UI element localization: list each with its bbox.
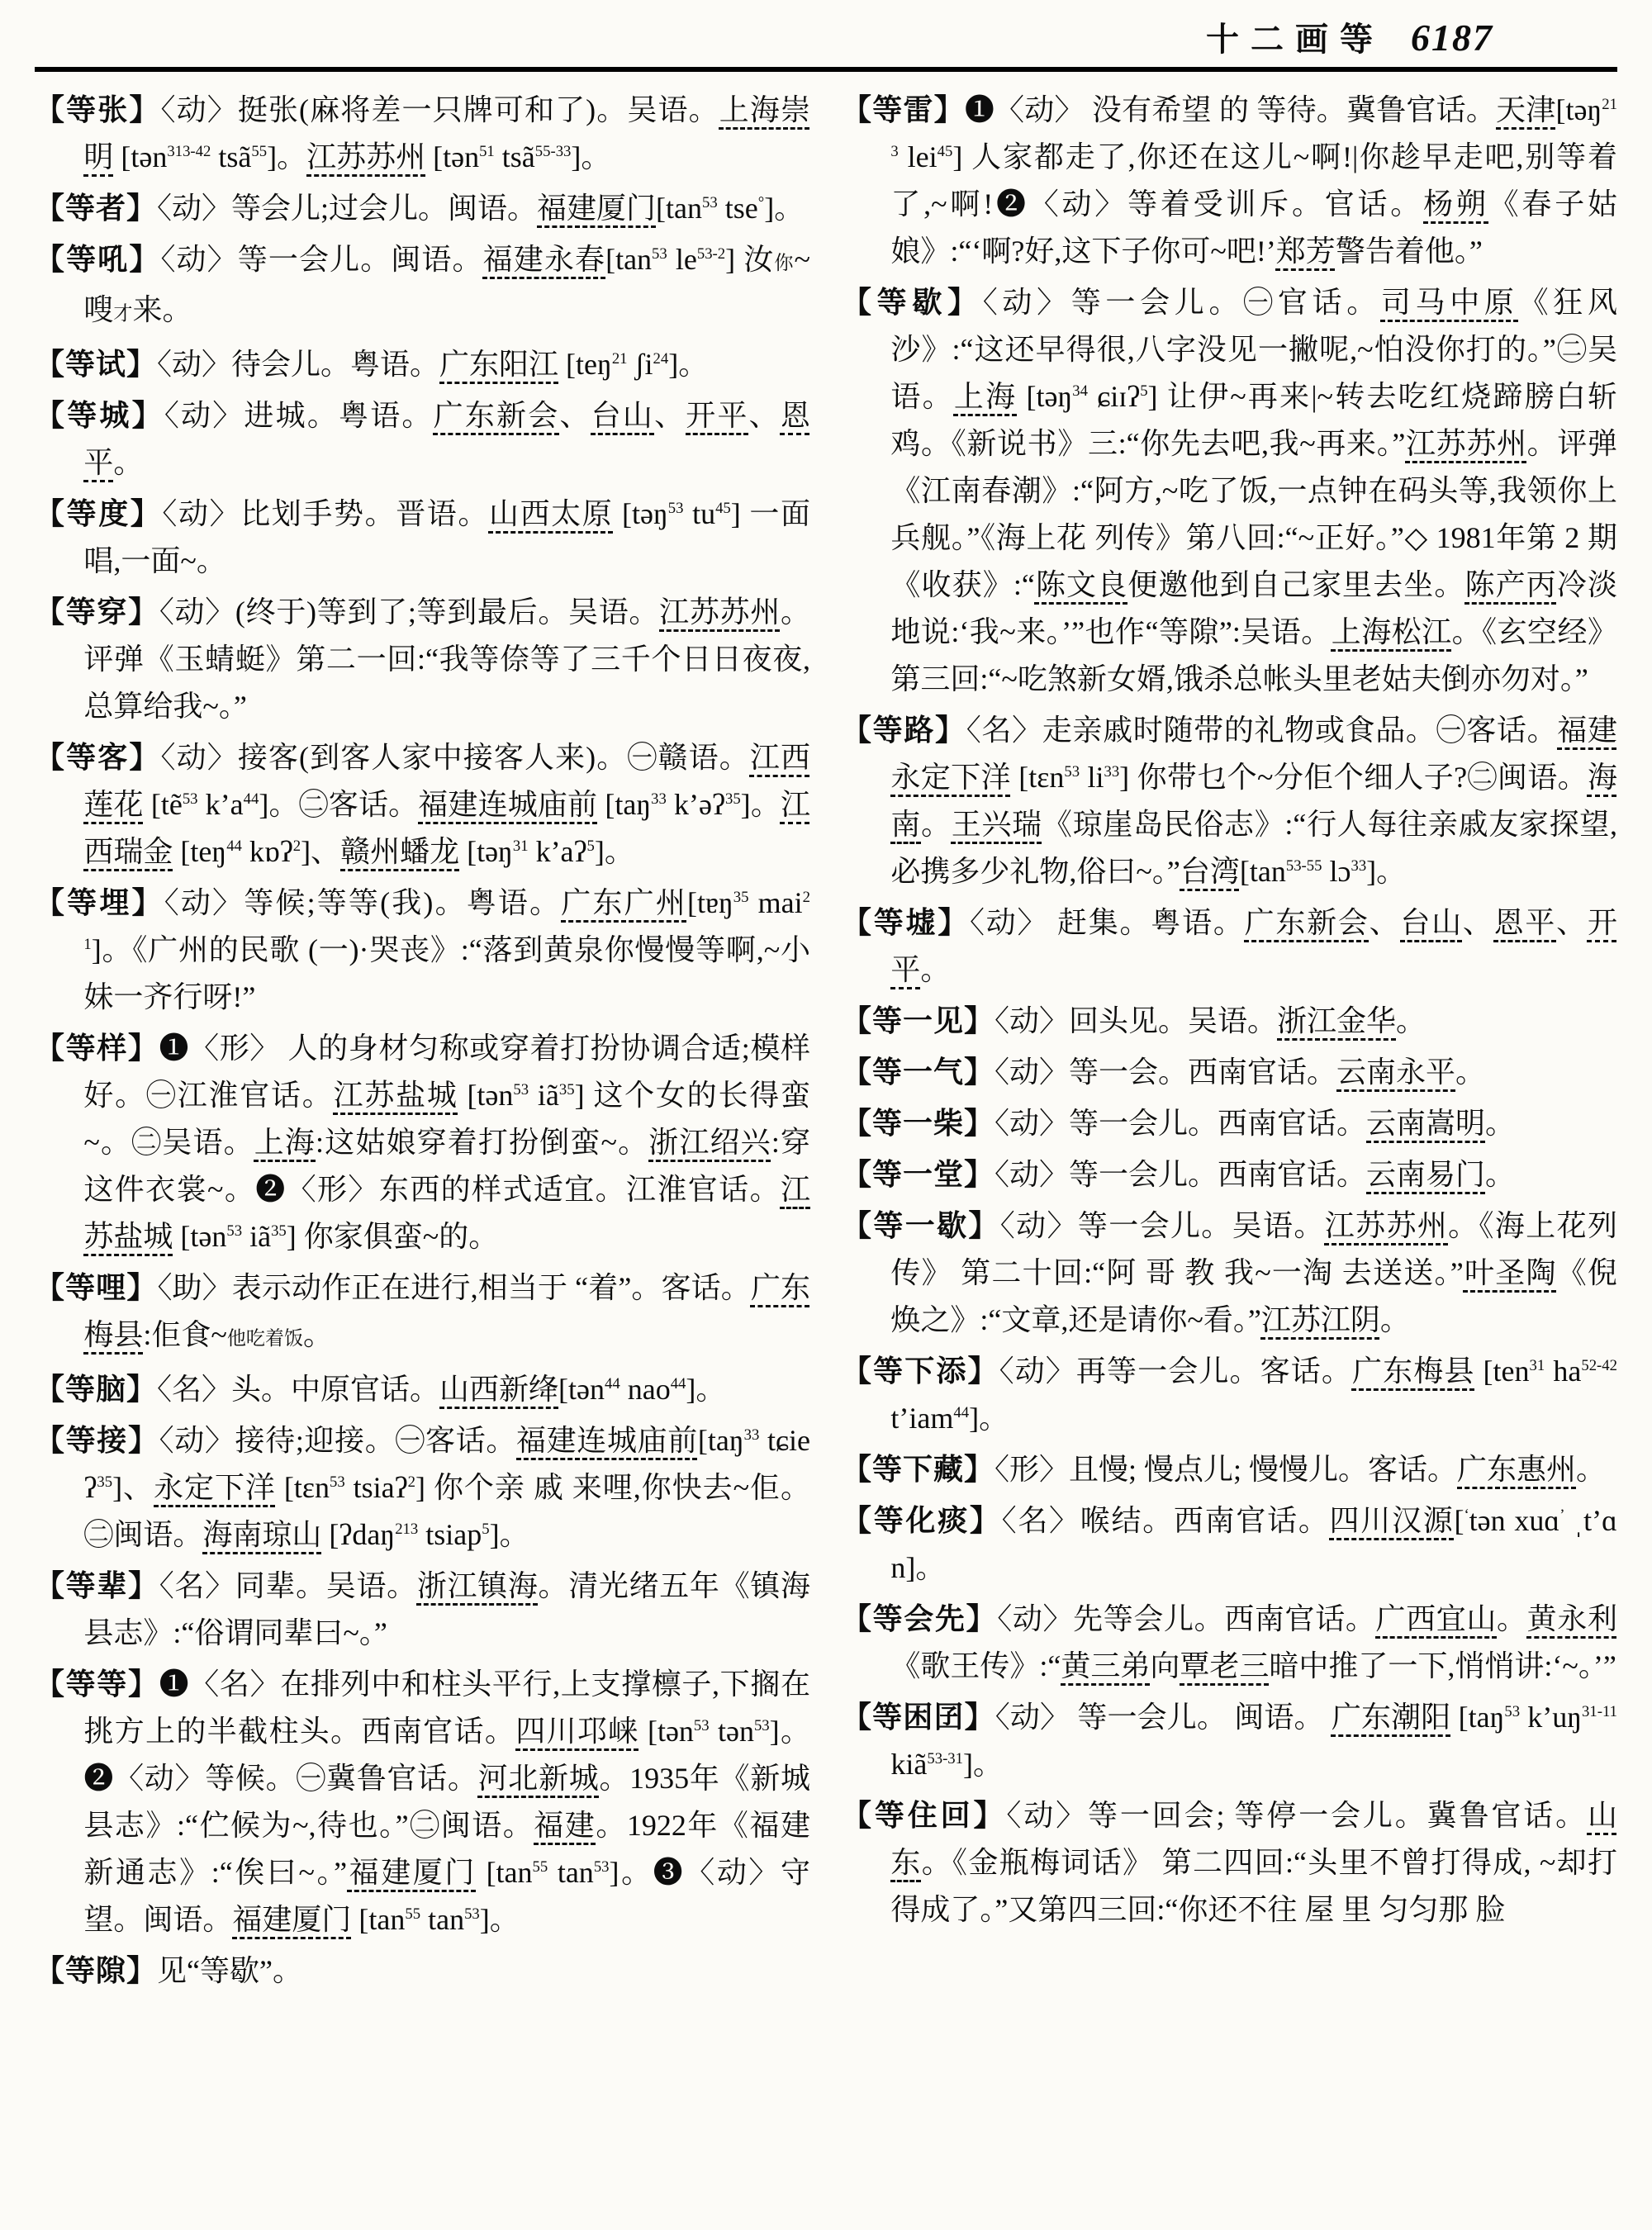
entry-headword: 【等城】 [35, 399, 164, 433]
dictionary-entry [842, 1596, 1617, 1690]
entry-headword: 【等一歇】 [842, 1209, 1000, 1243]
proper-noun: 郑芳 [1275, 235, 1336, 268]
entry-body: 〈名〉喉结。西南官话。四川汉源[$^ʻ$tən xuɑ$^ʼ$ ˌt’ɑn]。 [890, 1504, 1617, 1585]
entry-headword: 【等者】 [35, 192, 158, 225]
entry-body: 〈动〉 赶集。粤语。广东新会、台山、恩平、开平。 [890, 906, 1617, 987]
proper-noun: 广东惠州 [1457, 1453, 1577, 1487]
entry-body: 〈动〉比划手势。晋语。山西太原 [təŋ$^{53}$ $tu^{45}$] 一面唱,一面~。 [83, 497, 810, 578]
proper-noun: 赣州蟠龙 [340, 835, 460, 869]
entry-body: 〈动〉(终于)等到了;等到最后。吴语。江苏苏州。评弹《玉蜻蜓》第二一回:“我等倷等了三千个日日夜夜,总算给我~。” [83, 595, 810, 724]
dictionary-entry [35, 1948, 810, 1995]
dictionary-entry [35, 734, 810, 875]
gloss-text: 他吃着饭 [226, 1327, 304, 1350]
proper-noun: 河北新城 [477, 1762, 600, 1796]
proper-noun: 开平 [890, 906, 1617, 987]
proper-noun: 浙江金华 [1277, 1004, 1397, 1038]
entry-body: 〈名〉同辈。吴语。浙江镇海。清光绪五年《镇海县志》:“俗谓同辈曰~。” [83, 1569, 810, 1650]
proper-noun: 上海 [953, 380, 1018, 414]
proper-noun: 四川汉源 [1329, 1504, 1455, 1538]
dictionary-entry [842, 1100, 1617, 1147]
entry-body: 〈动〉接待;迎接。㊀客话。福建连城庙前[taŋ$^{33}$ tɕieʔ$^{35}$]、永定下洋 [tɛn$^{53}$ tsiaʔ$^2$] 你个亲 戚 来哩,你快去~佢。㊁闽语。海南琼山 [ʔdaŋ$^{213}$ tsiap$^5$]。 [83, 1424, 810, 1552]
entry-headword: 【等下藏】 [842, 1453, 995, 1487]
column-right [842, 87, 1617, 1999]
column-left [35, 87, 810, 1999]
dictionary-entry [842, 1348, 1617, 1442]
proper-noun: 江苏苏州 [659, 595, 781, 629]
proper-noun: 江西瑞金 [83, 788, 810, 869]
proper-noun: 江苏盐城 [83, 1173, 810, 1254]
proper-noun: 福建厦门 [537, 192, 657, 225]
dictionary-entry [35, 491, 810, 585]
proper-noun: 台湾 [1180, 855, 1240, 889]
entry-headword: 【等隙】 [35, 1954, 158, 1988]
dictionary-entry [842, 1203, 1617, 1344]
entry-body: 〈助〉表示动作正在进行,相当于 “着”。客话。广东梅县:佢食~他吃着饭。 [83, 1271, 810, 1352]
dictionary-entry [35, 880, 810, 1021]
entry-headword: 【等困囝】 [842, 1701, 995, 1734]
gloss-text: 才 [113, 302, 133, 325]
entry-body: 〈动〉 等一会儿。 闽语。 广东潮阳 [taŋ$^{53}$ $k’uŋ^{31-11}$ kiã$^{53-31}$]。 [890, 1701, 1617, 1782]
dictionary-entry [35, 1025, 810, 1260]
proper-noun: 恩平 [83, 399, 810, 480]
entry-headword: 【等一堂】 [842, 1158, 995, 1192]
dictionary-entry [842, 1151, 1617, 1198]
dictionary-entry [842, 707, 1617, 895]
proper-noun: 广东梅县 [1351, 1355, 1475, 1388]
proper-noun: 上海 [254, 1126, 316, 1160]
proper-noun: 广东梅县 [83, 1271, 810, 1352]
proper-noun: 江苏苏州 [306, 140, 426, 174]
dictionary-entry [842, 998, 1617, 1045]
proper-noun: 山东 [890, 1799, 1617, 1880]
proper-noun: 黄三弟 [1061, 1649, 1151, 1683]
entry-headword: 【等埋】 [35, 886, 164, 920]
entry-headword: 【等雷】 [842, 93, 965, 127]
proper-noun: 江苏苏州 [1324, 1209, 1449, 1243]
entry-headword: 【等张】 [35, 93, 161, 127]
header-page-number: 6187 [1411, 17, 1493, 59]
proper-noun: 江苏江阴 [1260, 1303, 1380, 1337]
entry-body: 〈动〉先等会儿。西南官话。广西宜山。黄永利《歌王传》:“黄三弟向覃老三暗中推了一下,悄悄讲:‘~。’” [890, 1602, 1617, 1683]
entry-body: ❶〈形〉 人的身材匀称或穿着打扮协调合适;模样好。㊀江淮官话。江苏盐城 [tən$^{53}$ $iã^{35}$] 这个女的长得蛮~。㊁吴语。上海:这姑娘穿着打扮倒蛮~。浙江绍兴:穿这件衣裳~。❷〈形〉东西的样式适宜。江淮官话。江苏盐城 [tən$^{53}$ $iã^{35}$] 你家俱蛮~的。 [83, 1032, 810, 1254]
proper-noun: 开平 [686, 399, 749, 433]
entry-body: 〈动〉等会儿;过会儿。闽语。福建厦门[$\tan^{53}$ tse°]。 [157, 192, 805, 225]
entry-headword: 【等等】 [35, 1668, 159, 1701]
entry-headword: 【等会先】 [842, 1602, 998, 1636]
dictionary-entry [35, 185, 810, 232]
entry-body: 〈动〉待会儿。粤语。广东阳江 [teŋ$^{21}$ ʃi$^{24}$]。 [157, 348, 709, 382]
dictionary-entry [842, 87, 1617, 275]
entry-body: 〈名〉走亲戚时随带的礼物或食品。㊀客话。福建永定下洋 [tɛn$^{53}$ $li^{33}$] 你带乜个~分佢个细人子?㊁闽语。海南。王兴瑞《琼崖岛民俗志》:“行人每往亲戚友家探望,必携多少礼物,俗曰~。”台湾[$\tan^{53-55}$ lɔ$^{33}$]。 [890, 714, 1617, 889]
entry-headword: 【等接】 [35, 1424, 159, 1458]
proper-noun: 云南嵩明 [1366, 1107, 1486, 1141]
proper-noun: 广东新会 [1244, 906, 1370, 940]
proper-noun: 福建 [534, 1809, 596, 1843]
proper-noun: 江西莲花 [83, 741, 810, 822]
entry-body: 〈动〉挺张(麻将差一只牌可和了)。吴语。上海崇明 [tən$^{313-42}$ tsã$^{55}$]。江苏苏州 [tən$^{51}$ tsã$^{55-33}$]。 [83, 93, 810, 174]
proper-noun: 福建连城庙前 [418, 788, 598, 822]
page-header [35, 15, 1617, 60]
entry-headword: 【等客】 [35, 741, 161, 775]
header-rule [35, 67, 1617, 72]
proper-noun: 山西新绛 [439, 1373, 559, 1407]
dictionary-entry [35, 341, 810, 388]
proper-noun: 杨朔 [1423, 187, 1489, 221]
proper-noun: 黄永利 [1526, 1602, 1617, 1636]
header-section-text: 十二画 [1206, 21, 1340, 58]
entry-body: 〈动〉进城。粤语。广东新会、台山、开平、恩平。 [83, 399, 810, 480]
proper-noun: 福建厦门 [232, 1903, 352, 1937]
proper-noun: 浙江镇海 [416, 1569, 539, 1603]
gloss-text: 你 [774, 252, 795, 274]
entry-body: 〈动〉接客(到客人家中接客人来)。㊀赣语。江西莲花 [tẽ$^{53}$ $k’a^{44}$]。㊁客话。福建连城庙前 [taŋ$^{33}$ k’əʔ$^{35}$]。江西瑞金 [teŋ$^{44}$ kɒʔ$^2$]、赣州蟠龙 [təŋ$^{31}$ k’aʔ$^5$]。 [83, 741, 810, 869]
dictionary-columns [35, 87, 1617, 1999]
dictionary-entry [35, 392, 810, 486]
dictionary-entry [842, 1446, 1617, 1493]
entry-body: 〈动〉等一会儿。西南官话。云南嵩明。 [995, 1107, 1516, 1141]
entry-headword: 【等试】 [35, 348, 158, 382]
proper-noun: 山西太原 [488, 497, 614, 531]
entry-headword: 【等哩】 [35, 1271, 158, 1305]
entry-headword: 【等吼】 [35, 243, 161, 277]
entry-body: 〈动〉等一会儿。㊀官话。司马中原《狂风沙》:“这还早得很,八字没见一撇呢,~怕没你打的。”㊁吴语。上海 [təŋ$^{34}$ ɕiɪʔ$^5$] 让伊~再来|~转去吃红烧蹄膀白斩鸡。《新说书》三:“你先去吧,我~再来。”江苏苏州。评弹《江南春潮》:“阿方,~吃了饭,一点钟在码头等,我领你上兵舰。”《海上花 列传》第八回:“~正好。”◇ 1981年第 2 期 《收获》:“陈文良便邀他到自己家里去坐。陈产丙冷淡地说:‘我~来。’”也作“等隙”:吴语。上海松江。《玄空经》 第三回:“~吃煞新女婿,饿杀总帐头里老姑夫倒亦勿对。” [890, 286, 1617, 696]
proper-noun: 浙江绍兴 [648, 1126, 771, 1160]
proper-noun: 福建连城庙前 [516, 1424, 698, 1458]
dictionary-entry [842, 279, 1617, 703]
entry-headword: 【等一柴】 [842, 1107, 995, 1141]
entry-headword: 【等路】 [842, 714, 966, 747]
entry-body: 〈动〉等一会儿。西南官话。云南易门。 [995, 1158, 1516, 1192]
proper-noun: 江苏盐城 [333, 1079, 458, 1113]
proper-noun: 台山 [591, 399, 655, 433]
entry-headword: 【等穿】 [35, 595, 159, 629]
proper-noun: 广西宜山 [1375, 1602, 1498, 1636]
entry-headword: 【等样】 [35, 1032, 159, 1065]
proper-noun: 王兴瑞 [951, 808, 1042, 842]
proper-noun: 云南永平 [1336, 1056, 1456, 1089]
dictionary-entry [35, 1366, 810, 1413]
dictionary-entry [35, 1264, 810, 1362]
entry-headword: 【等下添】 [842, 1355, 999, 1388]
dictionary-entry [35, 1661, 810, 1943]
header-character: 等 [1340, 21, 1373, 58]
proper-noun: 福建永春 [482, 243, 606, 277]
proper-noun: 云南易门 [1366, 1158, 1486, 1192]
proper-noun: 陈产丙 [1464, 568, 1557, 602]
entry-body: 〈形〉且慢; 慢点儿; 慢慢儿。客话。广东惠州。 [995, 1453, 1607, 1487]
entry-headword: 【等辈】 [35, 1569, 159, 1603]
proper-noun: 台山 [1400, 906, 1463, 940]
proper-noun: 覃老三 [1180, 1649, 1270, 1683]
proper-noun: 司马中原 [1380, 286, 1519, 320]
header-stroke-section [1206, 20, 1373, 59]
entry-body: ❶〈名〉在排列中和柱头平行,上支撑檩子,下搁在挑方上的半截柱头。西南官话。四川邛崃 [tən$^{53}$ tən$^{53}$]。❷〈动〉等候。㊀冀鲁官话。河北新城。1935年《新城县志》:“伫候为~,待也。”㊁闽语。福建。1922年《福建新通志》:“俟曰~。”福建厦门 [$\tan^{55}$ $\tan^{53}$]。❸〈动〉守望。闽语。福建厦门 [$\tan^{55}$ $\tan^{53}$]。 [83, 1668, 810, 1937]
dictionary-entry [842, 1694, 1617, 1788]
proper-noun: 天津 [1496, 93, 1556, 127]
entry-body: 〈动〉等一会儿。吴语。江苏苏州。《海上花列传》 第二十回:“阿 哥 教 我~一淘 去送送。”叶圣陶《倪焕之》:“文章,还是请你~看。”江苏江阴。 [890, 1209, 1617, 1337]
proper-noun: 上海松江 [1331, 615, 1452, 649]
entry-body: 〈动〉等一会儿。闽语。福建永春[$\tan^{53}$ $le^{53-2}$] 汝你~嗖才来。 [83, 243, 810, 327]
dictionary-entry [35, 1563, 810, 1657]
proper-noun: 江苏苏州 [1405, 427, 1527, 461]
entry-headword: 【等歇】 [842, 286, 983, 320]
dictionary-entry [35, 236, 810, 337]
entry-body: 〈名〉头。中原官话。山西新绛[tən$^{44}$ nao$^{44}$]。 [157, 1373, 726, 1407]
dictionary-entry [842, 1049, 1617, 1096]
entry-headword: 【等墟】 [842, 906, 971, 940]
entry-headword: 【等住回】 [842, 1799, 1007, 1833]
entry-headword: 【等一气】 [842, 1056, 995, 1089]
proper-noun: 永定下洋 [154, 1471, 276, 1505]
entry-body: 见“等歇”。 [157, 1954, 302, 1988]
dictionary-entry [35, 589, 810, 730]
proper-noun: 福建永定下洋 [890, 714, 1617, 795]
entry-body: 〈动〉等一会。西南官话。云南永平。 [995, 1056, 1486, 1089]
proper-noun: 广东广州 [561, 886, 687, 920]
dictionary-entry [842, 899, 1617, 994]
proper-noun: 上海崇明 [83, 93, 810, 174]
entry-body: 〈动〉再等一会儿。客话。广东梅县 [ten$^{31}$ $ha^{52-42}$ t’iam$^{44}$]。 [890, 1355, 1617, 1435]
proper-noun: 广东潮阳 [1331, 1701, 1451, 1734]
entry-body: 〈动〉回头见。吴语。浙江金华。 [995, 1004, 1427, 1038]
proper-noun: 叶圣陶 [1463, 1256, 1557, 1290]
proper-noun: 广东新会 [433, 399, 560, 433]
dictionary-entry [842, 1497, 1617, 1592]
dictionary-entry [35, 87, 810, 181]
entry-body: ❶〈动〉 没有希望 的 等待。冀鲁官话。天津[təŋ$^{213}$ lei$^{45}$] 人家都走了,你还在这儿~啊!|你趁早走吧,别等着了,~啊!❷〈动〉等着受训斥。官话。杨朔《春子姑娘》:“‘啊?好,这下子你可~吧!’郑芳警告着他。” [890, 93, 1617, 268]
entry-body: 〈动〉等一回会; 等停一会儿。冀鲁官话。山东。《金瓶梅词话》 第二四回:“头里不曾打得成, ~却打得成了。”又第四三回:“你还不往 屋 里 匀匀那 脸 [890, 1799, 1617, 1927]
entry-headword: 【等化痰】 [842, 1504, 1002, 1538]
entry-body: 〈动〉等候;等等(我)。粤语。广东广州[tɐŋ$^{35}$ mai$^{21}$]。《广州的民歌 (一)·哭丧》:“落到黄泉你慢慢等啊,~小妹一齐行呀!” [83, 886, 810, 1014]
dictionary-entry [35, 1417, 810, 1559]
dictionary-entry [842, 1792, 1617, 1933]
entry-headword: 【等度】 [35, 497, 163, 531]
proper-noun: 广东阳江 [439, 348, 559, 382]
proper-noun: 恩平 [1493, 906, 1557, 940]
proper-noun: 福建厦门 [347, 1856, 477, 1890]
entry-headword: 【等脑】 [35, 1373, 158, 1407]
proper-noun: 四川邛崃 [515, 1715, 639, 1748]
proper-noun: 海南琼山 [202, 1518, 322, 1552]
proper-noun: 海南 [890, 761, 1617, 842]
proper-noun: 陈文良 [1034, 568, 1128, 602]
entry-headword: 【等一见】 [842, 1004, 995, 1038]
